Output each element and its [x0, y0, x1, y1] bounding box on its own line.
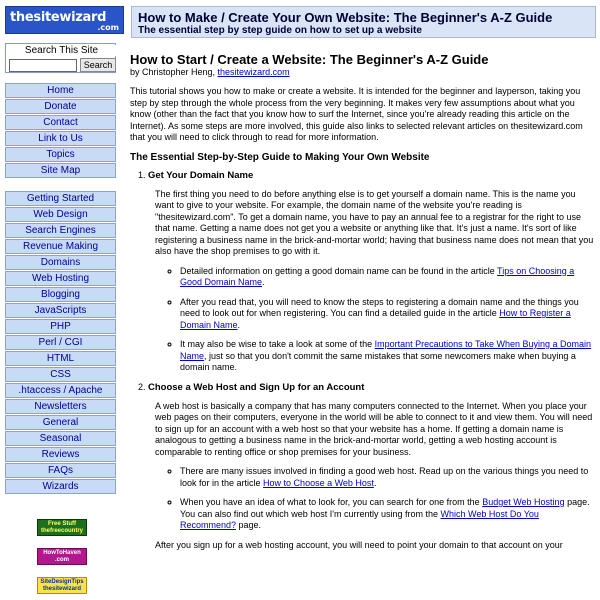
bullet-text: When you have an idea of what to look for, you can search for one from the — [180, 497, 483, 507]
nav-item-web-design[interactable]: Web Design — [5, 207, 116, 222]
badge-sitedesigntips[interactable] — [37, 577, 87, 594]
site-logo[interactable] — [5, 6, 124, 34]
nav-item-newsletters[interactable]: Newsletters — [5, 399, 116, 414]
nav-item-domains[interactable]: Domains — [5, 255, 116, 270]
badge-thefreecountry[interactable] — [37, 519, 87, 536]
search-label: Search This Site — [6, 45, 117, 56]
cut-off-paragraph: After you sign up for a web hosting account, you will need to point your domain to that account on your — [155, 539, 563, 550]
nav-item-home[interactable]: Home — [5, 83, 116, 98]
nav-item-seasonal[interactable]: Seasonal — [5, 431, 116, 446]
bullet-item — [180, 297, 596, 332]
logo-text: thesitewizard — [10, 10, 107, 25]
step-item — [148, 382, 596, 532]
steps-list — [130, 170, 596, 532]
nav-item-css[interactable]: CSS — [5, 367, 116, 382]
bullet-text: page. You can also find out which web host I'm currently using from the — [180, 497, 590, 519]
link-budget-web-hosting[interactable]: Budget Web Hosting — [482, 497, 565, 507]
bullet-text: . — [373, 477, 377, 488]
nav-item-html[interactable]: HTML — [5, 351, 116, 366]
topic-nav — [5, 191, 116, 495]
bullet-text: It may also be wise to take a look at some of the — [180, 339, 375, 349]
intro-paragraph: This tutorial shows you how to make or create a website. It is intended for the beginner and layperson, taking you step by step through the whole process from the very beginning. It makes very few assumptions about what you know (other than the fact that you know how to surf the Internet, since you're already reading this article on the Internet). As some steps are more involved, this guide also links to selected relevant articles on thesitewizard.com that you will need to click through to read for more information. — [130, 86, 583, 142]
primary-nav — [5, 83, 116, 179]
nav-item-reviews[interactable]: Reviews — [5, 447, 116, 462]
nav-item-site-map[interactable]: Site Map — [5, 163, 116, 178]
search-form — [5, 43, 116, 73]
step-item — [148, 170, 596, 374]
bullet-text: Detailed information on getting a good domain name can be found in the article — [180, 265, 498, 276]
article-content — [130, 52, 596, 551]
nav-item-wizards[interactable]: Wizards — [5, 479, 116, 494]
nav-item-htaccess-apache[interactable]: .htaccess / Apache — [5, 383, 116, 398]
step-title: 1. Get Your Domain Name — [148, 169, 254, 181]
badge-line: thefreecountry — [40, 528, 83, 534]
bullet-text: page. — [236, 520, 262, 530]
banner-subtitle: The essential step by step guide on how to set up a website — [138, 25, 422, 36]
bullet-item — [180, 339, 596, 374]
step-bullets — [148, 266, 596, 374]
step-bullets — [148, 466, 596, 532]
step-body: A web host is basically a company that has many computers connected to the Internet. When you place your web pages on their computers, everyone in the world will be able to connect to it and view them. You will need to sign up for an account with a web host so that your website has a home. If getting a domain name is analogous to getting a business name in the brick-and-mortar world, getting a web hosting account is comparable to renting office or shop premises for your business. — [155, 400, 593, 457]
logo-dotcom: .com — [97, 23, 119, 32]
nav-item-contact[interactable]: Contact — [5, 115, 116, 130]
banner-title: How to Make / Create Your Own Website: The Beginner's A-Z Guide — [138, 10, 553, 25]
bullet-text: . — [237, 319, 241, 330]
badge-line: HowToHaven — [43, 550, 81, 556]
bullet-text: After you read that, you will need to know the steps to registering a domain name and the things you need to look out for when registering. You can find a detailed guide in the article — [180, 296, 579, 318]
nav-item-blogging[interactable]: Blogging — [5, 287, 116, 302]
bullet-item — [180, 266, 596, 289]
search-input[interactable] — [9, 59, 77, 72]
link-register-domain[interactable]: How to Register a Domain Name — [180, 308, 571, 330]
nav-item-perl-cgi[interactable]: Perl / CGI — [5, 335, 116, 350]
badge-line: SiteDesignTips — [40, 579, 84, 585]
badge-line: .com — [54, 557, 69, 563]
nav-item-search-engines[interactable]: Search Engines — [5, 223, 116, 238]
bullet-text: . — [262, 277, 265, 287]
bullet-text: , just so that you don't commit the same mistakes that some newcomers make when buying a domain name. — [180, 350, 576, 372]
badge-line: Free Stuff — [47, 521, 76, 527]
nav-item-getting-started[interactable]: Getting Started — [5, 191, 116, 206]
nav-item-javascripts[interactable]: JavaScripts — [5, 303, 116, 318]
bullet-item — [180, 466, 596, 489]
link-choose-web-host[interactable]: How to Choose a Web Host — [263, 477, 374, 488]
byline-prefix: by Christopher Heng, — [130, 67, 218, 77]
nav-item-general[interactable]: General — [5, 415, 116, 430]
byline-link[interactable]: thesitewizard.com — [217, 67, 290, 77]
article-title: How to Start / Create a Website: The Beginner's A-Z Guide — [130, 52, 489, 67]
bullet-item — [180, 497, 596, 532]
page-banner — [131, 6, 596, 38]
section-heading: The Essential Step-by-Step Guide to Making Your Own Website — [130, 151, 430, 163]
badge-howtohaven[interactable] — [37, 548, 87, 565]
bullet-text: There are many issues involved in finding a good web host. Read up on the various things you need to look for in the article — [180, 466, 589, 488]
step-title: 2. Choose a Web Host and Sign Up for an Account — [148, 381, 365, 393]
byline — [130, 67, 596, 78]
search-button[interactable]: Search — [80, 58, 116, 72]
step-body: The first thing you need to do before anything else is to get yourself a domain name. This is the name you want to give to your website. For example, the domain name of the website you're reading is "thesitewizard.com". To get a domain name, you have to pay an annual fee to a registrar for the right to use that name. Getting a name does not get you a website or anything like that. It's just a name. It's sort of like registering a business name in the brick-and-mortar world; having that business name does not mean that you also have the shop premises to go with it. — [155, 188, 594, 256]
nav-item-php[interactable]: PHP — [5, 319, 116, 334]
nav-item-revenue-making[interactable]: Revenue Making — [5, 239, 116, 254]
nav-item-faqs[interactable]: FAQs — [5, 463, 116, 478]
nav-item-donate[interactable]: Donate — [5, 99, 116, 114]
nav-item-link-to-us[interactable]: Link to Us — [5, 131, 116, 146]
nav-item-topics[interactable]: Topics — [5, 147, 116, 162]
link-domain-precautions[interactable]: Important Precautions to Take When Buying a Domain Name — [180, 339, 592, 361]
nav-item-web-hosting[interactable]: Web Hosting — [5, 271, 116, 286]
link-choosing-domain[interactable]: Tips on Choosing a Good Domain Name — [180, 265, 575, 287]
link-recommended-host[interactable]: Which Web Host Do You Recommend? — [180, 508, 539, 530]
badge-line: thesitewizard — [42, 586, 81, 592]
